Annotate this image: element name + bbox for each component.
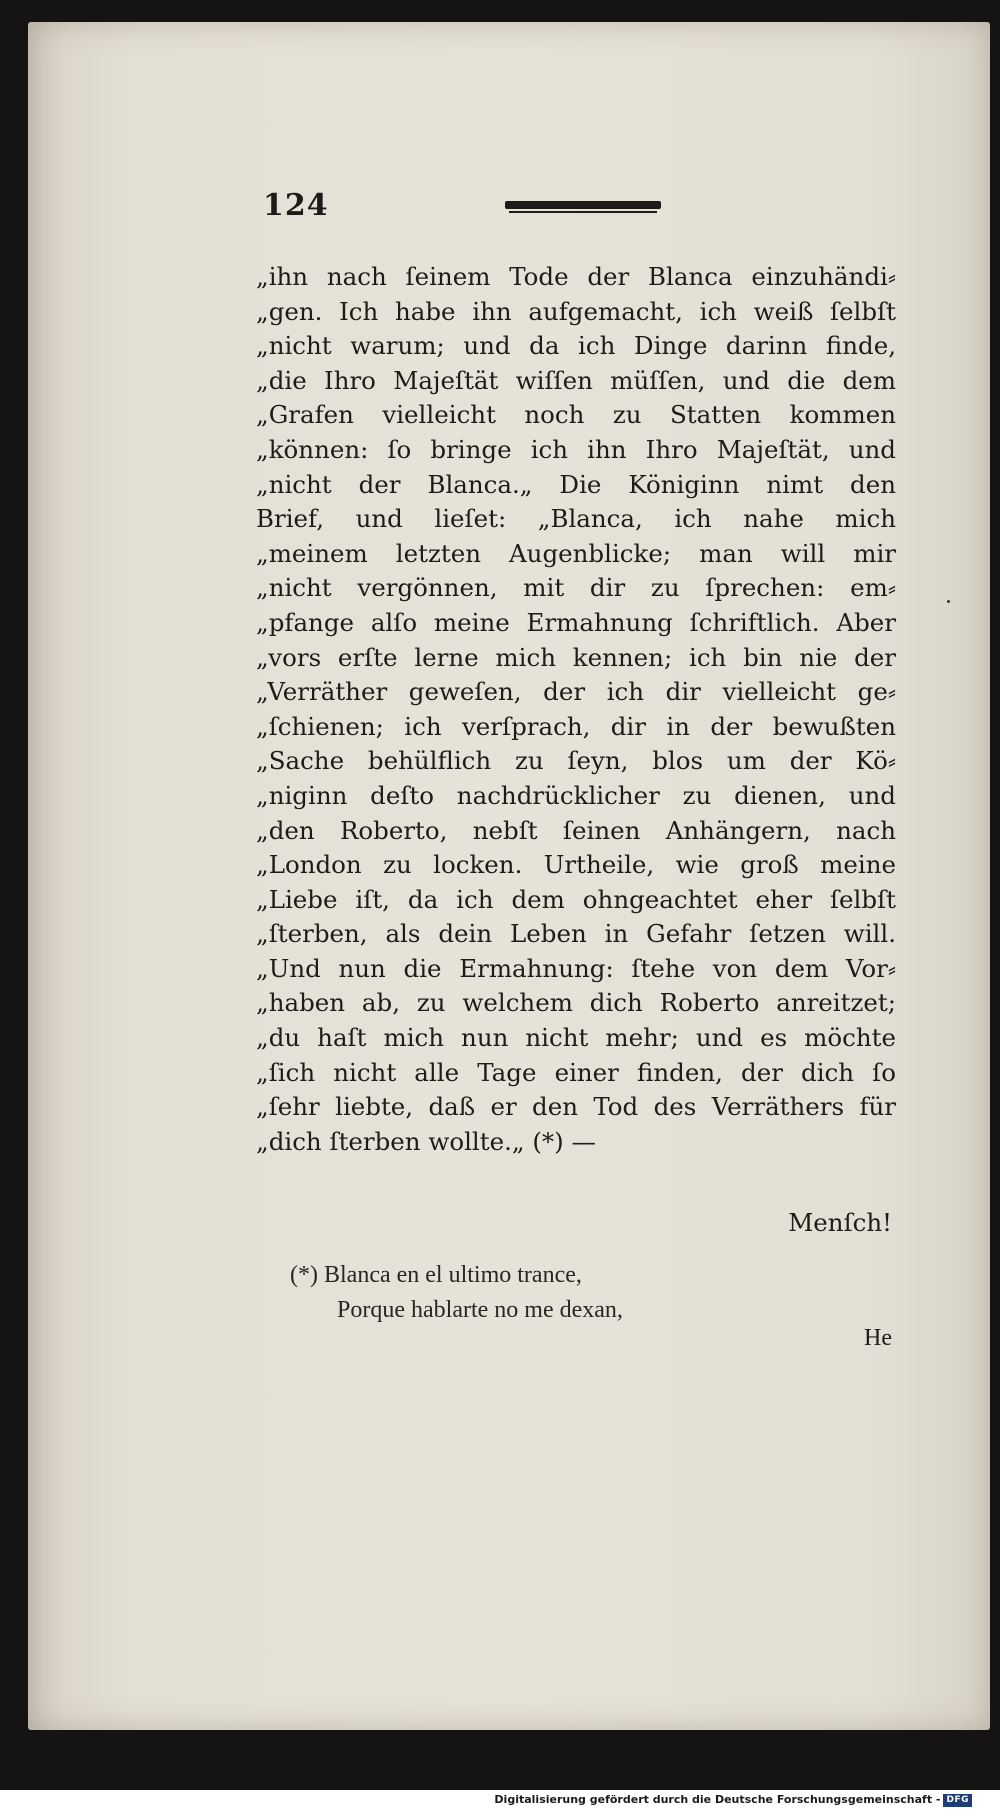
text-line: „du haſt mich nun nicht mehr; und es möchte xyxy=(256,1023,896,1053)
text-line: „die Ihro Majeſtät wiſſen müſſen, und die dem xyxy=(256,365,896,395)
text-line: „ſchienen; ich verſprach, dir in der bewußten xyxy=(256,711,896,741)
text-line: „nicht vergönnen, mit dir zu ſprechen: em⸗ xyxy=(256,573,896,603)
text-line: „haben ab, zu welchem dich Roberto anreitzet; xyxy=(256,988,896,1018)
footnote-line: Porque hablarte no me dexan, xyxy=(337,1297,623,1323)
text-line: „Und nun die Ermahnung: ſtehe von dem Vor⸗ xyxy=(256,953,896,983)
text-line: „ſterben, als dein Leben in Gefahr ſetzen will. xyxy=(256,919,896,949)
digitization-footer xyxy=(0,1790,1000,1811)
text-line: „ſich nicht alle Tage einer finden, der dich ſo xyxy=(256,1057,896,1087)
text-line: „Sache behülflich zu ſeyn, blos um der Kö⸗ xyxy=(256,746,896,776)
text-line: „meinem letzten Augenblicke; man will mir xyxy=(256,538,896,568)
footnote-catchword: He xyxy=(864,1325,892,1351)
page-number: 124 xyxy=(263,188,329,223)
header-ornament-rule xyxy=(505,201,661,209)
footer-credit xyxy=(494,1793,972,1807)
text-line: Brief, und lieſet: „Blanca, ich nahe mich xyxy=(256,504,896,534)
text-line: „pfange alſo meine Ermahnung ſchriftlich. Aber xyxy=(256,607,896,637)
text-line: „Liebe iſt, da ich dem ohngeachtet eher ſelbſt xyxy=(256,884,896,914)
text-line: „Grafen vielleicht noch zu Statten kommen xyxy=(256,400,896,430)
text-line: „nicht der Blanca.„ Die Königinn nimt den xyxy=(256,469,896,499)
text-line: „den Roberto, nebſt ſeinen Anhängern, nach xyxy=(256,815,896,845)
footnote-line: (*) Blanca en el ultimo trance, xyxy=(290,1262,582,1288)
text-line: „ſehr liebte, daß er den Tod des Verräthers für xyxy=(256,1092,896,1122)
footer-credit-text: Digitalisierung gefördert durch die Deutsche Forschungsgemeinschaft - xyxy=(494,1793,941,1806)
text-line: „London zu locken. Urtheile, wie groß meine xyxy=(256,850,896,880)
text-line: „können: ſo bringe ich ihn Ihro Majeſtät, und xyxy=(256,434,896,464)
paper-speck xyxy=(947,600,950,603)
text-line-last: „dich ſterben wollte.„ (*) — xyxy=(256,1126,597,1156)
text-line: „niginn deſto nachdrücklicher zu dienen, und xyxy=(256,780,896,810)
text-line: „ihn nach ſeinem Tode der Blanca einzuhändi⸗ xyxy=(256,262,896,291)
text-line: „vors erſte lerne mich kennen; ich bin nie der xyxy=(256,642,896,672)
dfg-logo-icon: DFG xyxy=(943,1794,972,1807)
text-line: „Verräther geweſen, der ich dir vielleicht ge⸗ xyxy=(256,677,896,707)
footnote xyxy=(290,1258,790,1328)
main-text xyxy=(256,260,896,1159)
text-line: „gen. Ich habe ihn aufgemacht, ich weiß ſelbſt xyxy=(256,296,896,326)
catchword: Menſch! xyxy=(788,1208,892,1237)
text-line: „nicht warum; und da ich Dinge darinn finde, xyxy=(256,331,896,361)
